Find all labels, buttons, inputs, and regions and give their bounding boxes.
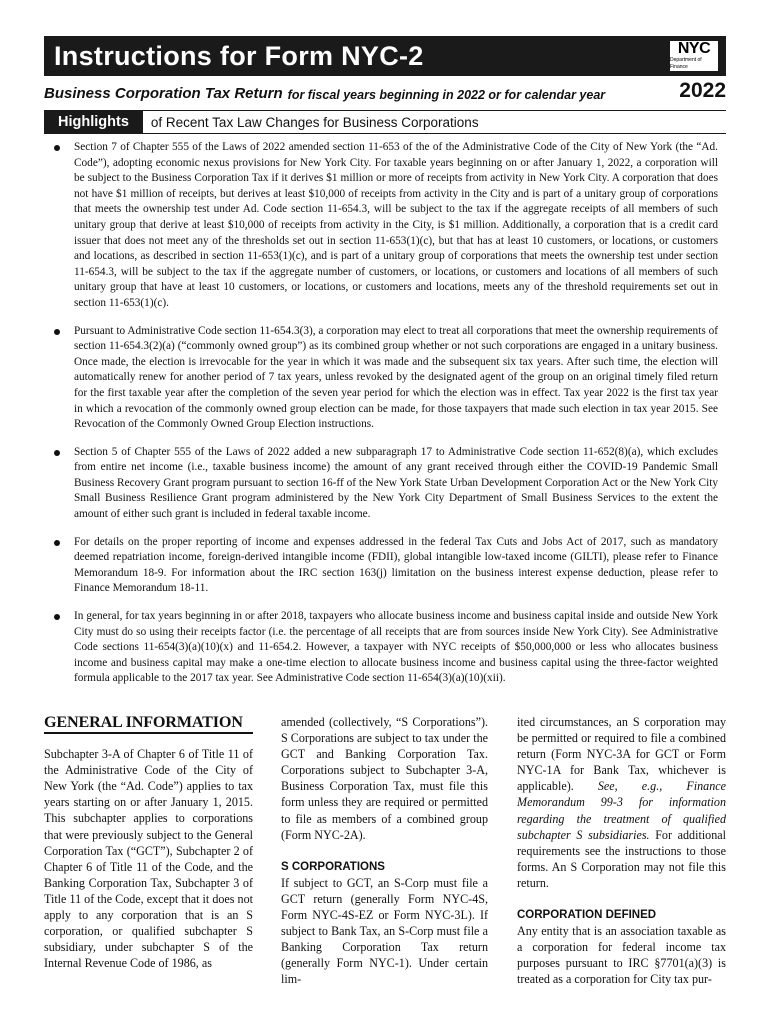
highlight-item — [52, 445, 718, 523]
subtitle-main: Business Corporation Tax Return — [44, 85, 283, 102]
highlight-item — [52, 140, 718, 312]
s-corporations-heading: S CORPORATIONS — [281, 860, 385, 873]
highlights-label: Highlights — [44, 111, 143, 133]
s-corp-italic-note: See, e.g., Finance Memorandum 99-3 for information regarding the treatment of qualified subchapter S subsidiaries. — [517, 779, 726, 842]
column-1 — [44, 714, 253, 971]
general-information-heading: GENERAL INFORMATION — [44, 714, 253, 734]
highlights-bar — [44, 110, 726, 134]
highlight-text: In general, for tax years beginning in or after 2018, taxpayers who allocate business income and business capital inside and outside New York City must do so using their receipts factor (i.e. the percentage of all receipts that are from sources inside New York City). See Administrative Code sections 11-654(3)(a)(10)(x) and 11-654.2. However, a taxpayer with NYC receipts of $50,000,000 or less who allocates business income and business capital may make a one-time election to allocate business income and business capital using the three-factor weighted formula applicable to the 2017 tax year. See Administrative Code section 11-654(3)(a)(10)(xii). — [74, 610, 718, 685]
s-corp-text-part: For additional requirements see the instructions to those forms. An S Corporation may not file this return. — [517, 827, 727, 890]
general-information-continued: amended (collectively, “S Corporations”). S Corporations are subject to tax under the GCT and Banking Corporation Tax. Corporations subject to Subchapter 3-A, Business Corporation Tax, must file this form unless they are required or permitted to file as members of a combined group (Form NYC-2A). — [281, 715, 488, 842]
column-3 — [517, 714, 726, 987]
bullet-icon — [54, 145, 60, 151]
subtitle-rest: for fiscal years beginning in 2022 or for calendar year — [287, 88, 606, 102]
highlight-item — [52, 609, 718, 687]
highlight-text: Section 7 of Chapter 555 of the Laws of 2022 amended section 11-653 of the of the Administrative Code of the City of New York (the “Ad. Code”), adopting economic nexus provisions for New York City. For taxable years beginning on or after January 1, 2022, a corporation will be subject to the Business Corporation Tax if it derives $1 million or more of receipts from activity in New York City. A corporation that does not have $1 million of receipts, but derives at least $10,000 of receipts from activity in the City and is part of a unitary group of corporations that meets the ownership test under Ad. Code section 11-654.3, will be subject to the tax if the aggregate receipts of all members of such unitary group that derive at least $10,000 of receipts from activity in the City, is $1 million. Additionally, a corporation that is a credit card issuer that does not meet any of the thresholds set out in section 11-653(1)(c), but that has at least 10 customers, or locations, or customers and locations, as described in section 11-653(1)(c), and is part of a unitary group of corporations that meets the ownership test under section 11-654.3, will be subject to the tax if the aggregate number of customers, or locations, or customers and locations of all members of such unitary group that have at least 10 customers, or locations, or customers and locations, meets any of the threshold requirements set out in section 11-653(1)(c). — [74, 141, 718, 309]
form-subtitle — [44, 78, 726, 102]
column-2 — [281, 714, 488, 987]
nyc-logo — [670, 41, 718, 71]
title-bar — [44, 36, 726, 76]
bullet-icon — [54, 614, 60, 620]
corporation-defined-text: Any entity that is an association taxable as a corporation for federal income tax purposes pursuant to IRC §7701(a)(3) is treated as a corporation for City tax pur- — [517, 924, 726, 987]
highlight-text: For details on the proper reporting of income and expenses addressed in the federal Tax Cuts and Jobs Act of 2017, such as mandatory deemed repatriation income, foreign-derived intangible income (FDII), global intangible low-taxed income (GILTI), please refer to Finance Memorandum 18-9. For information about the IRC section 163(j) limitation on the business interest expense deduction, please refer to Finance Memorandum 18-11. — [74, 535, 718, 595]
tax-year: 2022 — [679, 79, 726, 102]
bullet-icon — [54, 329, 60, 335]
s-corporations-continued — [517, 714, 726, 891]
highlight-item — [52, 535, 718, 597]
highlights-list — [52, 140, 718, 699]
nyc-logo-text: NYC — [677, 40, 711, 57]
nyc-logo-subtext: Department of Finance — [670, 57, 702, 70]
highlights-subtitle: of Recent Tax Law Changes for Business Corporations — [150, 114, 479, 130]
highlight-text: Pursuant to Administrative Code section 11-654.3(3), a corporation may elect to treat all corporations that meet the ownership requirements of section 11-654.3(2)(a) (“commonly owned group”) as its combined group whether or not such corporations are engaged in a unitary business. Once made, the election is irrevocable for the year in which it was made and the subsequent six tax years. After such time, the election will automatically renew for another period of 7 tax years, unless revoked by the designated agent of the group on an original timely filed return for the first taxable year after the completion of the seven year period for which the election was in effect. Tax year 2022 is the first tax year in which a revocation of the commonly owned group election can be made, for those taxpayers that made such election in tax year 2015. See Revocation of the Commonly Owned Group Election instructions. — [74, 324, 718, 431]
bullet-icon — [54, 450, 60, 456]
page-title: Instructions for Form NYC-2 — [54, 40, 424, 71]
bullet-icon — [54, 540, 60, 546]
s-corporations-text: If subject to GCT, an S-Corp must file a GCT return (generally Form NYC-4S, Form NYC-4S-EZ or Form NYC-3L). If subject to Bank Tax, an S-Corp must file a Banking Corporation Tax return (generally Form NYC-1). Under certain lim- — [281, 875, 488, 987]
corporation-defined-heading: CORPORATION DEFINED — [517, 909, 657, 922]
highlight-text: Section 5 of Chapter 555 of the Laws of 2022 added a new subparagraph 17 to Administrative Code section 11-652(8)(a), which excludes from entire net income (i.e., taxable business income) the amount of any grant received through either the COVID-19 Pandemic Small Business Recovery Grant program pursuant to section 16-ff of the New York State Urban Development Corporation Act or the New York City Small Business Resilience Grant program administered by the New York City Department of Small Business Services to the extent the amount of either such grant is included in federal taxable income. — [74, 445, 718, 521]
highlight-item — [52, 324, 718, 433]
general-information-text: Subchapter 3-A of Chapter 6 of Title 11 of the Administrative Code of the City of New York (the “Ad. Code”) applies to tax years starting on or after January 1, 2015. This subchapter applies to corporations that were previously subject to the General Corporation Tax (“GCT”), Subchapter 2 of Chapter 6 of Title 11 of the Code, and the Banking Corporation Tax, Subchapter 3 of Title 11 of the Code, except that it does not apply to any corporation that is an S corporation, or qualified subchapter S subsidiary, under subchapter S of the Internal Revenue Code of 1986, as — [44, 747, 253, 971]
s-corp-text-part: ited circumstances, an S corporation may be permitted or required to file a combined return (Form NYC-3A for GCT or Form NYC-1A for Bank Tax, whichever is applicable). — [517, 715, 726, 794]
